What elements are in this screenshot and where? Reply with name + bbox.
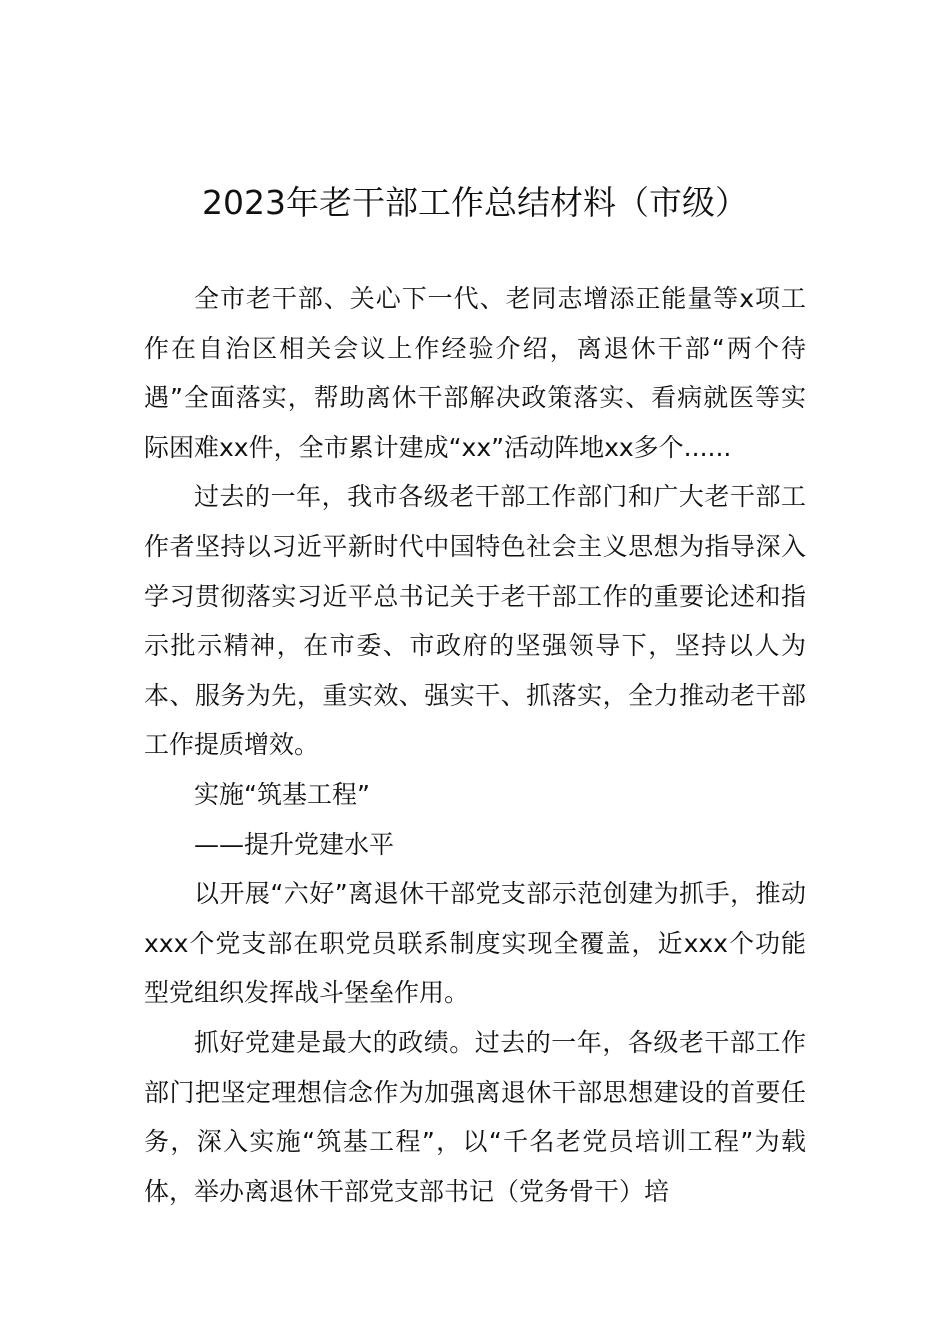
paragraph-party-branch: 以开展“六好”离退休干部党支部示范创建为抓手，推动xxx个党支部在职党员联系制度实现全覆盖，近xxx个功能型党组织发挥战斗堡垒作用。 bbox=[144, 879, 806, 1008]
document-body bbox=[144, 274, 806, 1216]
section-heading: 实施“筑基工程” bbox=[194, 779, 370, 809]
paragraph-party-building: 抓好党建是最大的政绩。过去的一年，各级老干部工作部门把坚定理想信念作为加强离退休干部思想建设的首要任务，深入实施“筑基工程”，以“千名老党员培训工程”为载体，举办离退休干部党支部书记（党务骨干）培 bbox=[144, 1027, 806, 1206]
document-title: 2023年老干部工作总结材料（市级） bbox=[202, 183, 748, 222]
paragraph-overview: 过去的一年，我市各级老干部工作部门和广大老干部工作者坚持以习近平新时代中国特色社会主义思想为指导深入学习贯彻落实习近平总书记关于老干部工作的重要论述和指示批示精神，在市委、市政府的坚强领导下，坚持以人为本、服务为先，重实效、强实干、抓落实，全力推动老干部工作提质增效。 bbox=[144, 482, 806, 760]
section-subheading: ——提升党建水平 bbox=[194, 829, 395, 859]
paragraph-summary: 全市老干部、关心下一代、老同志增添正能量等x项工作在自治区相关会议上作经验介绍，离退休干部“两个待遇”全面落实，帮助离休干部解决政策落实、看病就医等实际困难xx件，全市累计建成“xx”活动阵地xx多个...... bbox=[144, 284, 806, 462]
